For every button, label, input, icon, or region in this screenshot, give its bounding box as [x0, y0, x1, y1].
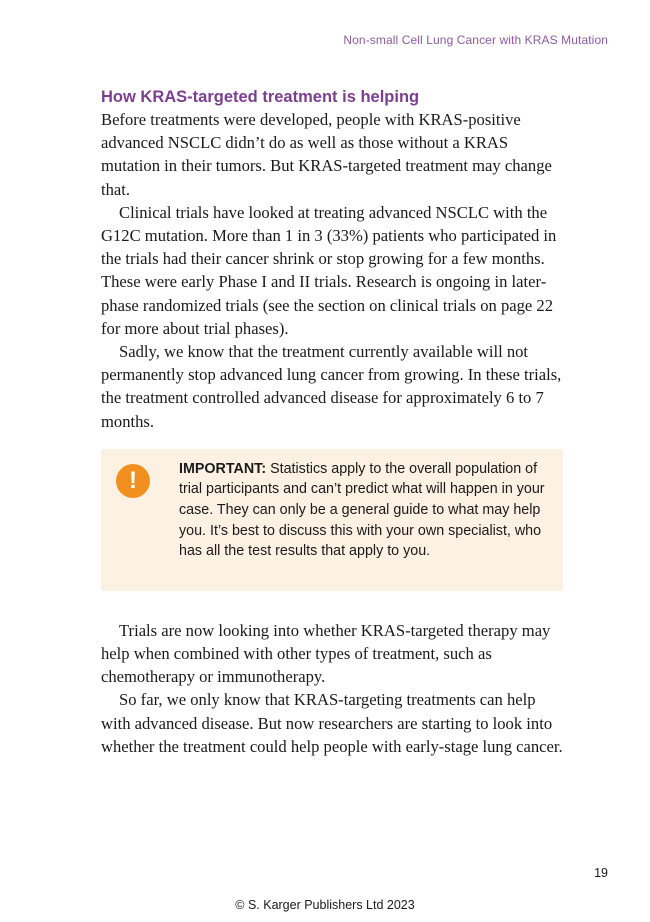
callout-text [179, 459, 547, 562]
paragraph-early-stage: So far, we only know that KRAS-targeting treatments can help with advanced disease. But now researchers are starting to look into whether the treatment could help people with early-stage lung cancer. [101, 690, 563, 756]
spacer [101, 591, 563, 619]
important-callout [101, 449, 563, 591]
callout-label: IMPORTANT: [179, 460, 267, 477]
running-header: Non-small Cell Lung Cancer with KRAS Mutation [343, 33, 608, 47]
paragraph-intro: Before treatments were developed, people with KRAS-positive advanced NSCLC didn’t do as well as those without a KRAS mutation in their tumors. But KRAS-targeted treatment may change that. [101, 110, 552, 199]
exclamation-icon: ! [116, 464, 150, 498]
paragraph-combination-trials: Trials are now looking into whether KRAS-targeted therapy may help when combined with other types of treatment, such as chemotherapy or immunotherapy. [101, 620, 551, 687]
callout-body: Statistics apply to the overall population of trial participants and can’t predict what will happen in your case. They can only be a general guide to what may help you. It’s best to discuss this with your own specialist, who has all the test results that apply to you. [179, 460, 545, 560]
page-number: 19 [594, 866, 608, 880]
paragraph-clinical-trials: Clinical trials have looked at treating advanced NSCLC with the G12C mutation. More than 1 in 3 (33%) patients who participated in the trials had their cancer shrink or stop growing for a few months. These were early Phase I and II trials. Research is ongoing in later-phase randomized trials (see the section on clinical trials on page 22 for more about trial phases). [101, 202, 557, 338]
paragraph-limitations: Sadly, we know that the treatment currently available will not permanently stop advanced lung cancer from growing. In these trials, the treatment controlled advanced disease for approximately 6 to 7 months. [101, 342, 562, 431]
page-content [101, 86, 563, 758]
copyright-footer: © S. Karger Publishers Ltd 2023 [235, 898, 415, 912]
section-heading: How KRAS-targeted treatment is helping [101, 88, 420, 106]
